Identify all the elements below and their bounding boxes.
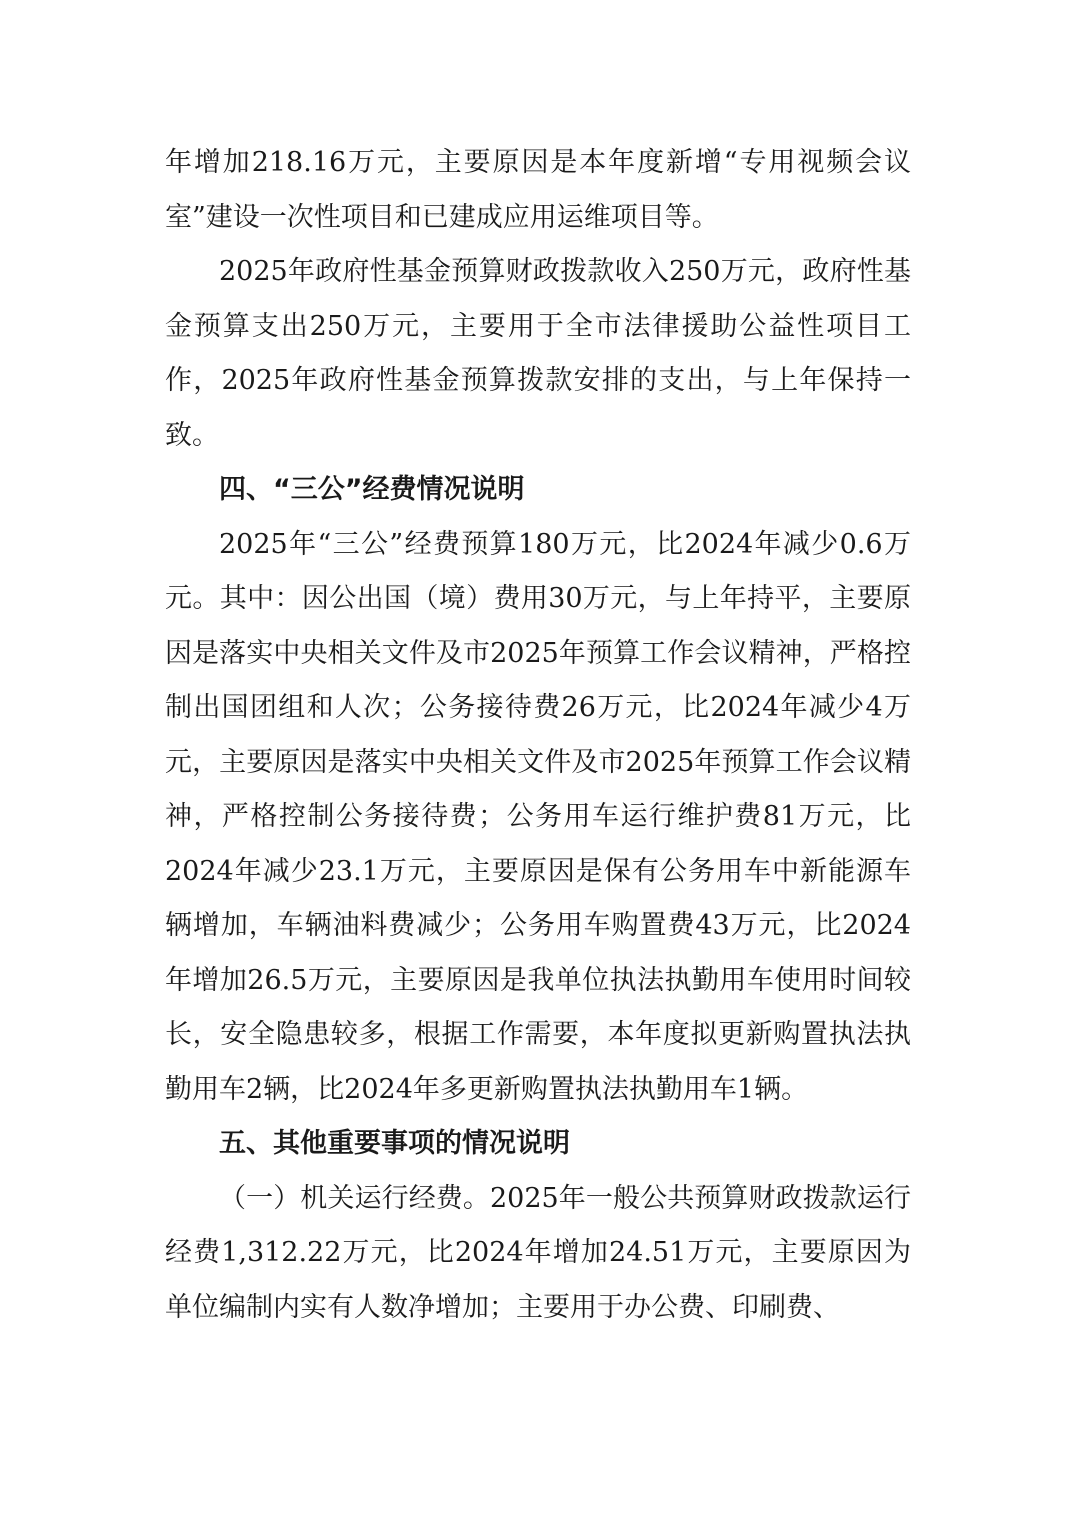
paragraph-government-fund: 2025年政府性基金预算财政拨款收入250万元，政府性基金预算支出250万元，主要用于全市法律援助公益性项目工作，2025年政府性基金预算拨款安排的支出，与上年保持一致。	[165, 256, 911, 451]
subsection-label: （一）机关运行经费。	[219, 1182, 490, 1214]
subsection-text: 2025年一般公共预算财政拨款运行经费1,312.22万元，比2024年增加24.51万元，主要原因为单位编制内实有人数净增加；主要用于办公费、印刷费、	[165, 1182, 912, 1323]
section-heading-four: 四、“三公”经费情况说明	[219, 474, 525, 505]
document-body	[165, 136, 911, 1335]
paragraph-continuation: 年增加218.16万元，主要原因是本年度新增“专用视频会议室”建设一次性项目和已建成应用运维项目等。	[165, 147, 911, 233]
section-heading-five: 五、其他重要事项的情况说明	[219, 1128, 570, 1159]
paragraph-three-public-expenses: 2025年“三公”经费预算180万元，比2024年减少0.6万元。其中：因公出国（境）费用30万元，与上年持平，主要原因是落实中央相关文件及市2025年预算工作会议精神，严格控制出国团组和人次；公务接待费26万元，比2024年减少4万元，主要原因是落实中央相关文件及市2025年预算工作会议精神，严格控制公务接待费；公务用车运行维护费81万元，比2024年减少23.1万元，主要原因是保有公务用车中新能源车辆增加，车辆油料费减少；公务用车购置费43万元，比2024年增加26.5万元，主要原因是我单位执法执勤用车使用时间较长，安全隐患较多，根据工作需要，本年度拟更新购置执法执勤用车2辆，比2024年多更新购置执法执勤用车1辆。	[165, 528, 911, 1105]
paragraph-operating-expenses	[165, 1172, 911, 1336]
